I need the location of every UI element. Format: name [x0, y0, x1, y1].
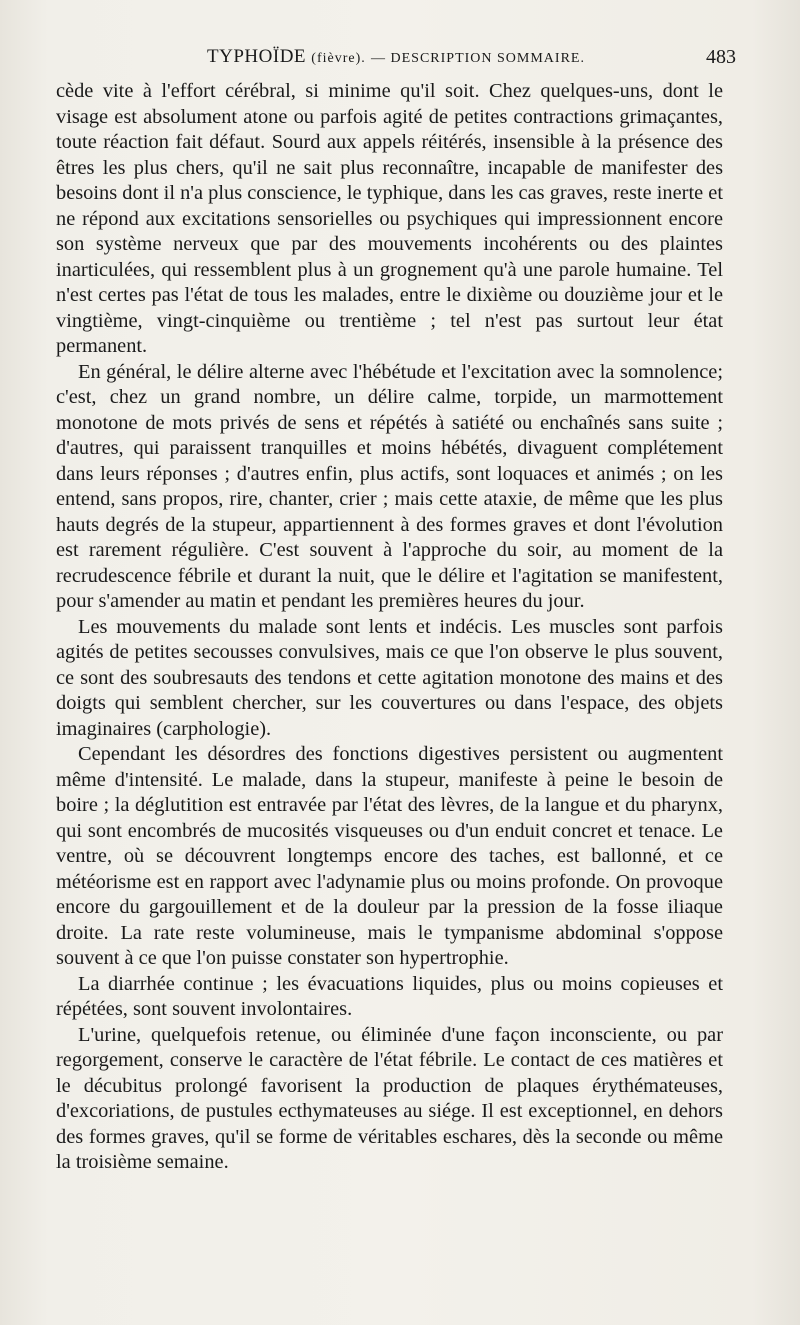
running-head-rest: — DESCRIPTION SOMMAIRE.: [371, 51, 585, 66]
body-text: [56, 79, 723, 1176]
running-head-title: [56, 46, 736, 68]
paragraph-1: cède vite à l'effort cérébral, si minime qu'il soit. Chez quelques-uns, dont le visage est absolument atone ou parfois agité de petites contractions grimaçantes, toute réaction fait défaut. Sourd aux appels réitérés, insensible à la présence des êtres les plus chers, qu'il ne sait plus reconnaître, incapable de manifester des besoins dont il n'a plus conscience, le typhique, dans les cas graves, reste inerte et ne répond aux excitations sensorielles ou psychiques qui impressionnent encore son système nerveux que par des mouvements incohérents ou des plaintes inarticulées, qui ressemblent plus à un grognement qu'à une parole humaine. Tel n'est certes pas l'état de tous les malades, entre le dixième ou douzième jour et le vingtième, vingt-cinquième ou trentième ; tel n'est pas surtout leur état permanent.: [56, 80, 723, 357]
paragraph-3: Les mouvements du malade sont lents et indécis. Les muscles sont parfois agités de petites secousses convulsives, mais ce que l'on observe le plus souvent, ce sont des soubresauts des tendons et cette agitation monotone des mains et des doigts qui semblent chercher, sur les couvertures ou dans l'espace, des objets imaginaires (carphologie).: [56, 615, 723, 740]
paragraph-4: Cependant les désordres des fonctions digestives persistent ou augmentent même d'intensité. Le malade, dans la stupeur, manifeste à peine le besoin de boire ; la déglutition est entravée par l'état des lèvres, de la langue et du pharynx, qui sont encombrés de mucosités visqueuses ou d'un enduit concret et tenace. Le ventre, où se découvrent longtemps encore des taches, est ballonné, et ce météorisme est en rapport avec l'adynamie plus ou moins profonde. On provoque encore du gargouillement et de la douleur par la pression de la fosse iliaque droite. La rate reste volumineuse, mais le tympanisme abdominal s'oppose souvent à ce que l'on puisse constater son hypertrophie.: [56, 743, 723, 969]
running-head-paren: (fièvre).: [311, 51, 366, 66]
running-head-main: TYPHOÏDE: [207, 46, 307, 67]
paragraph-6: L'urine, quelquefois retenue, ou éliminée d'une façon inconsciente, ou par regorgement, conserve le caractère de l'état fébrile. Le contact de ces matières et le décubitus prolongé favorisent la production de plaques érythémateuses, d'excoriations, de pustules ecthymateuses au siége. Il est exceptionnel, en dehors des formes graves, qu'il se forme de véritables eschares, dès la seconde ou même la troisième semaine.: [56, 1023, 723, 1173]
paragraph-5: La diarrhée continue ; les évacuations liquides, plus ou moins copieuses et répétées, sont souvent involontaires.: [56, 972, 723, 1020]
paragraph-2: En général, le délire alterne avec l'hébétude et l'excitation avec la somnolence; c'est, chez un grand nombre, un délire calme, torpide, un marmottement monotone de mots privés de sens et répétés à satiété ou enchaînés sans suite ; d'autres, qui paraissent tranquilles et moins hébétés, divaguent complétement dans leurs réponses ; d'autres enfin, plus actifs, sont loquaces et animés ; on les entend, sans propos, rire, chanter, crier ; mais cette ataxie, de même que les plus hauts degrés de la stupeur, appartiennent à des formes graves et dont l'évolution est rarement régulière. C'est souvent à l'approche du soir, au moment de la recrudescence fébrile et durant la nuit, que le délire et l'agitation se manifestent, pour s'amender au matin et pendant les premières heures du jour.: [56, 360, 723, 612]
running-head: [56, 46, 736, 76]
page-number: 483: [706, 46, 736, 68]
